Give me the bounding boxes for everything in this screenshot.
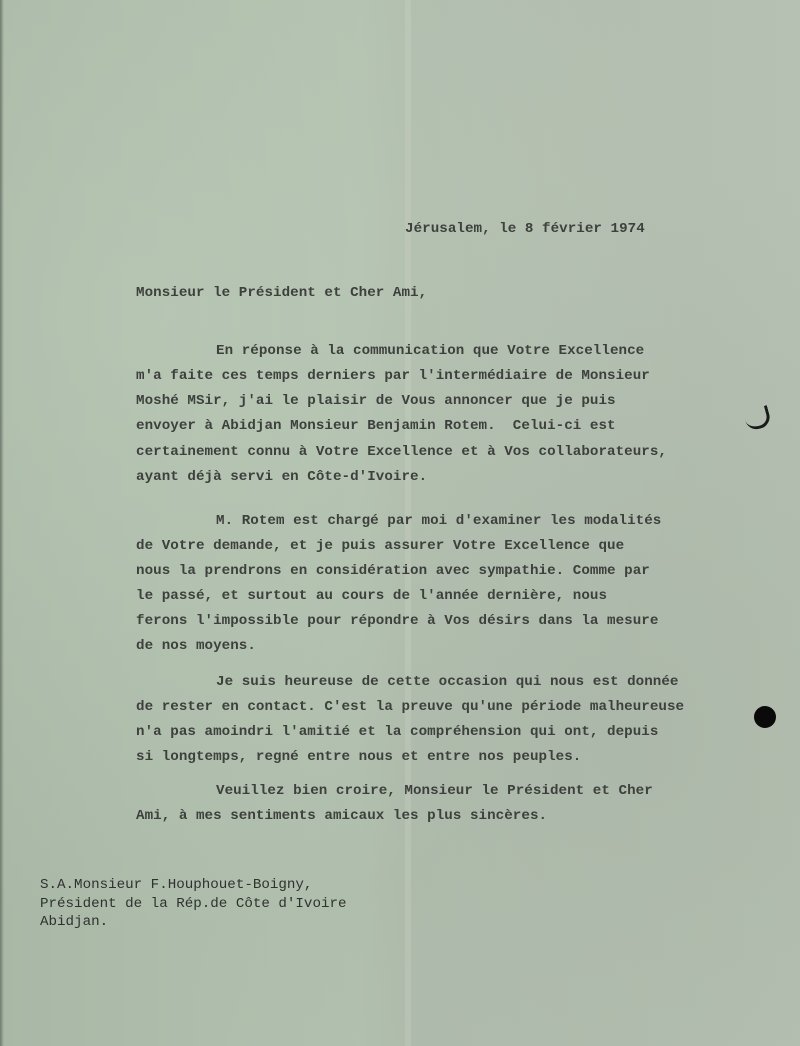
closing-line: Ami, à mes sentiments amicaux les plus sincères. (136, 808, 548, 824)
paragraph3-line: de rester en contact. C'est la preuve qu'une période malheureuse (136, 699, 685, 715)
paragraph2-line: M. Rotem est chargé par moi d'examiner les modalités (216, 513, 662, 529)
paragraph1-line: certainement connu à Votre Excellence et à Vos collaborateurs, (136, 444, 667, 460)
paper-clip-mark (743, 405, 773, 432)
paragraph2-line: le passé, et surtout au cours de l'année dernière, nous (136, 588, 608, 604)
paragraph1-line: m'a faite ces temps derniers par l'intermédiaire de Monsieur (136, 368, 650, 384)
addressee-line: S.A.Monsieur F.Houphouet-Boigny, (40, 877, 313, 893)
letter-date: Jérusalem, le 8 février 1974 (405, 221, 645, 237)
paragraph1-line: En réponse à la communication que Votre Excellence (216, 343, 645, 359)
paragraph2-line: de Votre demande, et je puis assurer Votre Excellence que (136, 538, 625, 554)
paragraph1-line: ayant déjà servi en Côte-d'Ivoire. (136, 469, 428, 485)
addressee-line: Abidjan. (40, 914, 109, 930)
closing-line: Veuillez bien croire, Monsieur le Président et Cher (216, 783, 653, 799)
paragraph3-line: Je suis heureuse de cette occasion qui nous est donnée (216, 674, 679, 690)
paragraph2-line: nous la prendrons en considération avec sympathie. Comme par (136, 563, 650, 579)
salutation: Monsieur le Président et Cher Ami, (136, 285, 428, 301)
paragraph2-line: de nos moyens. (136, 638, 256, 654)
punch-hole (754, 706, 776, 728)
paragraph1-line: envoyer à Abidjan Monsieur Benjamin Rotem. Celui-ci est (136, 418, 616, 434)
paragraph2-line: ferons l'impossible pour répondre à Vos désirs dans la mesure (136, 613, 659, 629)
addressee-line: Président de la Rép.de Côte d'Ivoire (40, 896, 347, 912)
paragraph1-line: Moshé MSir, j'ai le plaisir de Vous annoncer que je puis (136, 393, 616, 409)
page-edge-shadow (0, 0, 4, 1046)
paragraph3-line: n'a pas amoindri l'amitié et la compréhension qui ont, depuis (136, 724, 659, 740)
paragraph3-line: si longtemps, regné entre nous et entre nos peuples. (136, 749, 582, 765)
